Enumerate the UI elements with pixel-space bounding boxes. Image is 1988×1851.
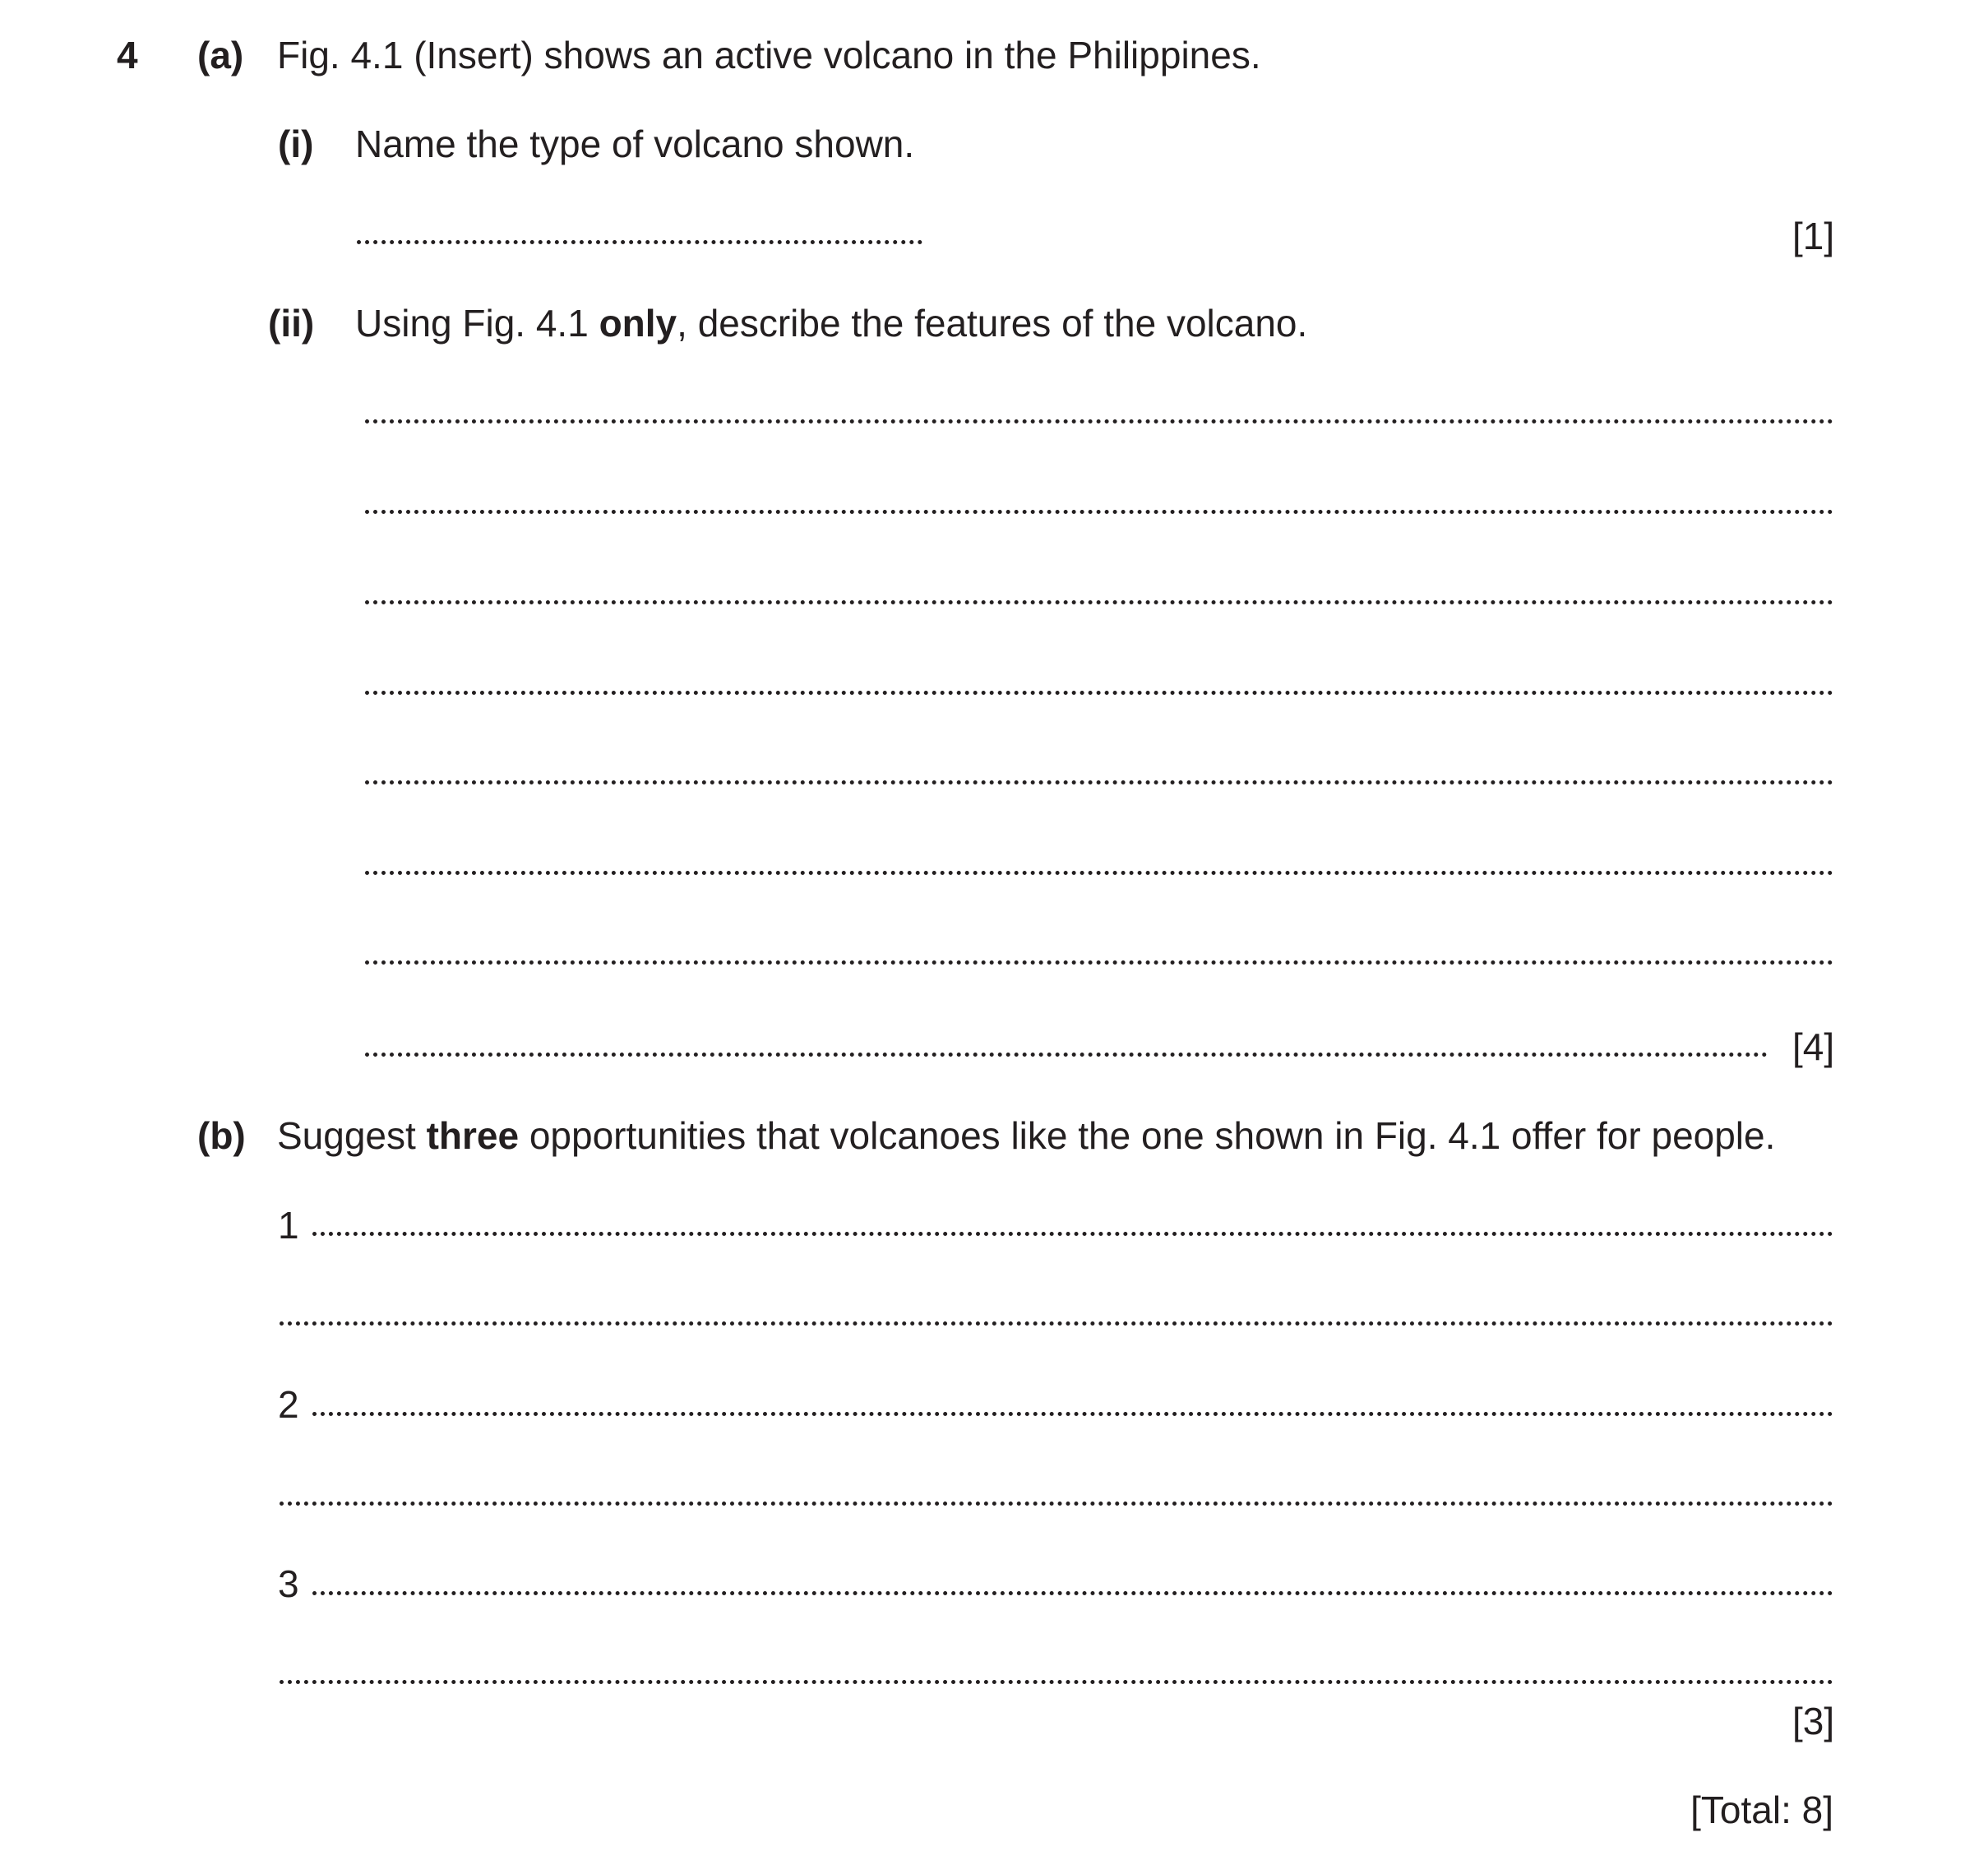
answer-line-ii-3[interactable] [365, 600, 1833, 604]
answer-line-ii-6[interactable] [365, 871, 1833, 875]
answer-line-ii-5[interactable] [365, 780, 1833, 784]
sub-ii-text-after: , describe the features of the volcano. [677, 302, 1308, 345]
answer-line-ii-7[interactable] [365, 960, 1833, 965]
sub-ii-question [355, 302, 1308, 345]
item-number-3: 3 [278, 1562, 299, 1605]
marks-b: [3] [1792, 1700, 1835, 1742]
part-b-question [277, 1114, 1776, 1157]
answer-line-b-2b[interactable] [280, 1502, 1833, 1506]
sub-ii-label: (ii) [268, 302, 315, 345]
part-b-label: (b) [197, 1114, 246, 1157]
part-b-text-before: Suggest [277, 1114, 427, 1157]
marks-i: [1] [1792, 215, 1835, 257]
question-number: 4 [117, 34, 138, 76]
answer-line-b-2a[interactable] [312, 1412, 1833, 1416]
answer-line-ii-1[interactable] [365, 419, 1833, 423]
part-b-text-bold: three [426, 1114, 520, 1157]
answer-line-ii-8[interactable] [365, 1053, 1768, 1057]
answer-line-ii-2[interactable] [365, 510, 1833, 514]
part-a-label: (a) [197, 34, 244, 76]
sub-i-question: Name the type of volcano shown. [355, 123, 915, 165]
sub-ii-text-bold: only [599, 302, 677, 345]
answer-line-b-1a[interactable] [312, 1232, 1833, 1236]
answer-line-b-3b[interactable] [280, 1680, 1833, 1684]
item-number-1: 1 [278, 1204, 299, 1247]
total-marks: [Total: 8] [1690, 1789, 1833, 1831]
answer-line-ii-4[interactable] [365, 691, 1833, 695]
answer-line-i[interactable] [357, 240, 922, 244]
marks-ii: [4] [1792, 1025, 1835, 1068]
answer-line-b-3a[interactable] [312, 1591, 1833, 1595]
answer-line-b-1b[interactable] [280, 1321, 1833, 1326]
part-b-text-after: opportunities that volcanoes like the one shown in Fig. 4.1 offer for people. [519, 1114, 1776, 1157]
part-a-stem: Fig. 4.1 (Insert) shows an active volcano in the Philippines. [277, 34, 1261, 76]
item-number-2: 2 [278, 1383, 299, 1426]
sub-ii-text-before: Using Fig. 4.1 [355, 302, 599, 345]
sub-i-label: (i) [278, 123, 314, 165]
